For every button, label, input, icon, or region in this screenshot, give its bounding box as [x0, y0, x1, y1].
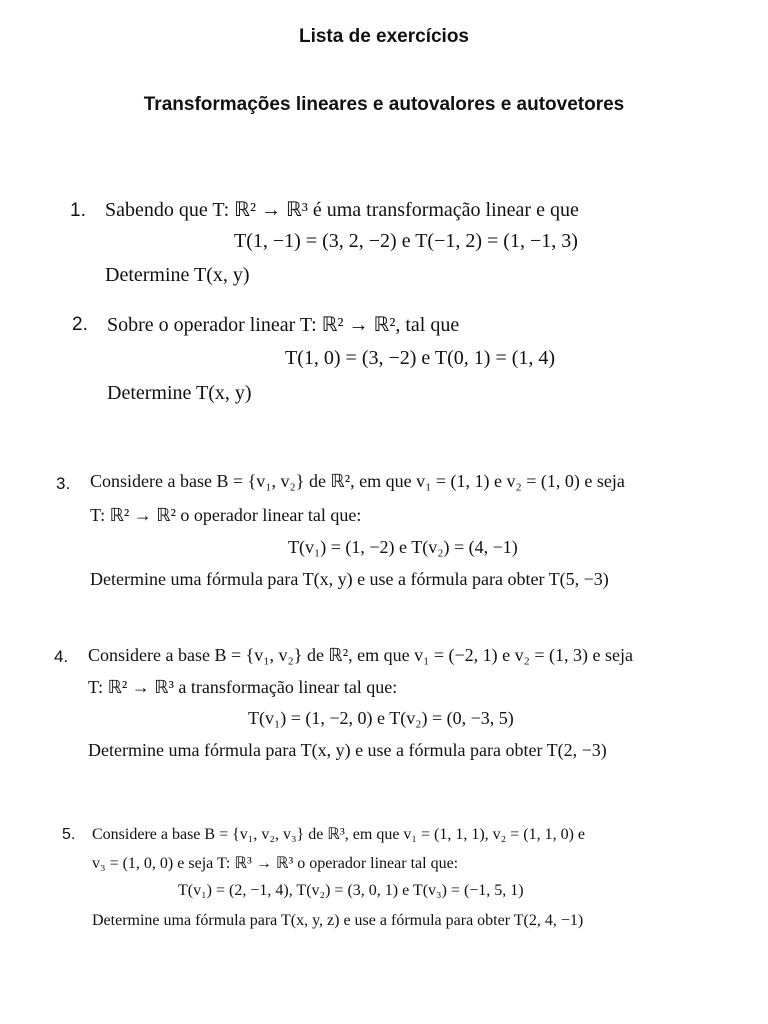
exercise-equation: T(1, 0) = (3, −2) e T(0, 1) = (1, 4) — [285, 347, 556, 369]
exercise-equation: T(v₁) = (1, −2, 0) e T(v₂) = (0, −3, 5) — [248, 708, 514, 728]
exercise-question: Determine uma fórmula para T(x, y) e use a fórmula para obter T(2, −3) — [88, 740, 607, 760]
exercise-statement-cont: T: ℝ² → ℝ² o operador linear tal que: — [90, 505, 362, 525]
exercise-number: 4. — [54, 647, 69, 666]
exercise-statement: Considere a base B = {v₁, v₂, v₃} de ℝ³, em que v₁ = (1, 1, 1), v₂ = (1, 1, 0) e — [92, 826, 586, 843]
exercise-number: 3. — [56, 474, 71, 493]
exercise-number: 1. — [70, 200, 86, 221]
exercise-statement: Sabendo que T: ℝ² → ℝ³ é uma transformação linear e que — [105, 199, 579, 221]
exercise-question: Determine T(x, y) — [107, 382, 252, 404]
exercise-number: 5. — [62, 826, 76, 843]
exercise-equation: T(v₁) = (2, −1, 4), T(v₂) = (3, 0, 1) e T(v₃) = (−1, 5, 1) — [178, 882, 524, 899]
exercise-statement: Considere a base B = {v₁, v₂} de ℝ², em que v₁ = (−2, 1) e v₂ = (1, 3) e seja — [88, 645, 634, 665]
exercise-question: Determine uma fórmula para T(x, y) e use a fórmula para obter T(5, −3) — [90, 569, 609, 589]
exercise-statement: Sobre o operador linear T: ℝ² → ℝ², tal que — [107, 314, 460, 336]
page-subtitle: Transformações lineares e autovalores e autovetores — [143, 94, 625, 115]
exercise-question: Determine T(x, y) — [105, 264, 250, 286]
exercise-equation: T(1, −1) = (3, 2, −2) e T(−1, 2) = (1, −1, 3) — [234, 230, 578, 252]
exercise-statement-cont: T: ℝ² → ℝ³ a transformação linear tal que: — [88, 677, 398, 697]
exercise-statement: Considere a base B = {v₁, v₂} de ℝ², em que v₁ = (1, 1) e v₂ = (1, 0) e seja — [90, 471, 625, 491]
exercise-question: Determine uma fórmula para T(x, y, z) e use a fórmula para obter T(2, 4, −1) — [92, 912, 584, 929]
exercise-equation: T(v₁) = (1, −2) e T(v₂) = (4, −1) — [288, 537, 518, 557]
exercise-statement-cont: v₃ = (1, 0, 0) e seja T: ℝ³ → ℝ³ o operador linear tal que: — [92, 855, 459, 872]
page-title: Lista de exercícios — [298, 26, 470, 47]
exercise-number: 2. — [72, 314, 88, 335]
